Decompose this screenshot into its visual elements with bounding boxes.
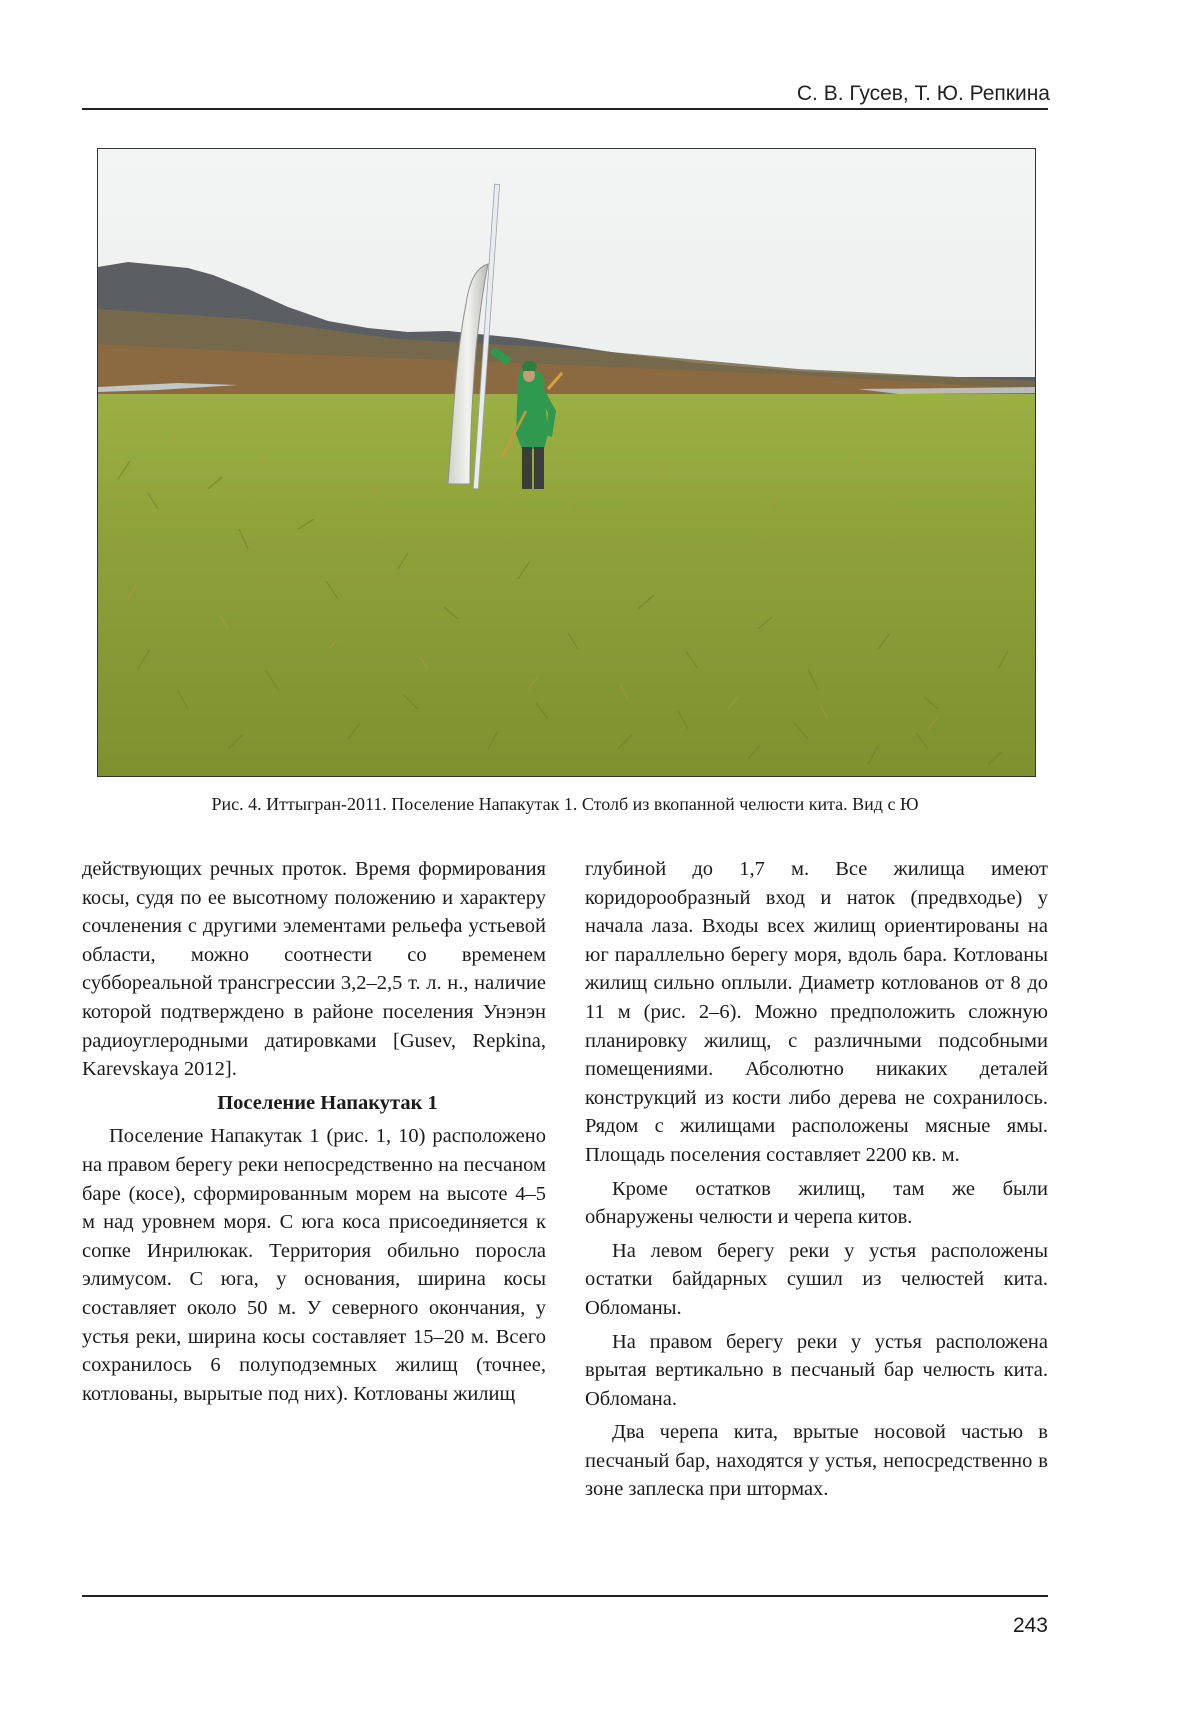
whale-jaw-post-in-tundra-photo (98, 149, 1035, 776)
header-rule (82, 108, 1048, 110)
left-paragraph-2: Поселение Напакутак 1 (рис. 1, 10) расположено на правом берегу реки непосредственно на песчаном баре (косе), сформированным морем на высоте 4–5 м над уровнем моря. С юга коса присоединяется к сопке Инрилюкак. Территория обильно поросла элимусом. С юга, у основания, ширина косы составляет около 50 м. У северного окончания, у устья реки, ширина косы составляет 15–20 м. Всего сохранилось 6 полуподземных жилищ (точнее, котлованы, вырытые под них). Котлованы жилищ (82, 1125, 546, 1405)
section-title: Поселение Напакутак 1 (217, 1091, 438, 1114)
running-head-authors: С. В. Гусев, Т. Ю. Репкина (796, 82, 1050, 105)
page-number: 243 (1012, 1614, 1048, 1637)
footer-rule (82, 1595, 1048, 1597)
left-column (82, 855, 546, 1408)
left-paragraph-1: действующих речных проток. Время формирования косы, судя по ее высотному положению и характеру сочленения с другими элементами рельефа устьевой области, можно соотнести со временем суббореальной трансгрессии 3,2–2,5 т. л. н., наличие которой подтверждено в районе поселения Унэнэн радиоуглеродными датировками [Gusev, Repkina, Karevskaya 2012]. (82, 858, 546, 1081)
right-paragraph-5: Два черепа кита, врытые носовой частью в песчаный бар, находятся у устья, непосредственно в зоне заплеска при штормах. (585, 1421, 1048, 1501)
figure-caption: Рис. 4. Иттыгран-2011. Поселение Напакутак 1. Столб из вкопанной челюсти кита. Вид с Ю (211, 794, 919, 814)
right-paragraph-2: Кроме остатков жилищ, там же были обнаружены челюсти и черепа китов. (585, 1177, 1048, 1229)
right-paragraph-1: глубиной до 1,7 м. Все жилища имеют коридорообразный вход и наток (предвходье) у начала лаза. Входы всех жилищ ориентированы на юг параллельно берегу моря, вдоль бара. Котлованы жилищ сильно оплыли. Диаметр котлованов от 8 до 11 м (рис. 2–6). Можно предположить сложную планировку жилищ, с различными подсобными помещениями. Абсолютно никаких деталей конструкций из кости либо дерева не сохранилось. Рядом с жилищами расположены мясные ямы. Площадь поселения составляет 2200 кв. м. (585, 858, 1048, 1166)
figure-photo (97, 148, 1036, 777)
right-paragraph-4: На правом берегу реки у устья расположена врытая вертикально в песчаный бар челюсть кита. Обломана. (585, 1330, 1048, 1410)
right-paragraph-3: На левом берегу реки у устья расположены остатки байдарных сушил из челюстей кита. Обломаны. (585, 1239, 1048, 1319)
right-column (585, 855, 1048, 1504)
